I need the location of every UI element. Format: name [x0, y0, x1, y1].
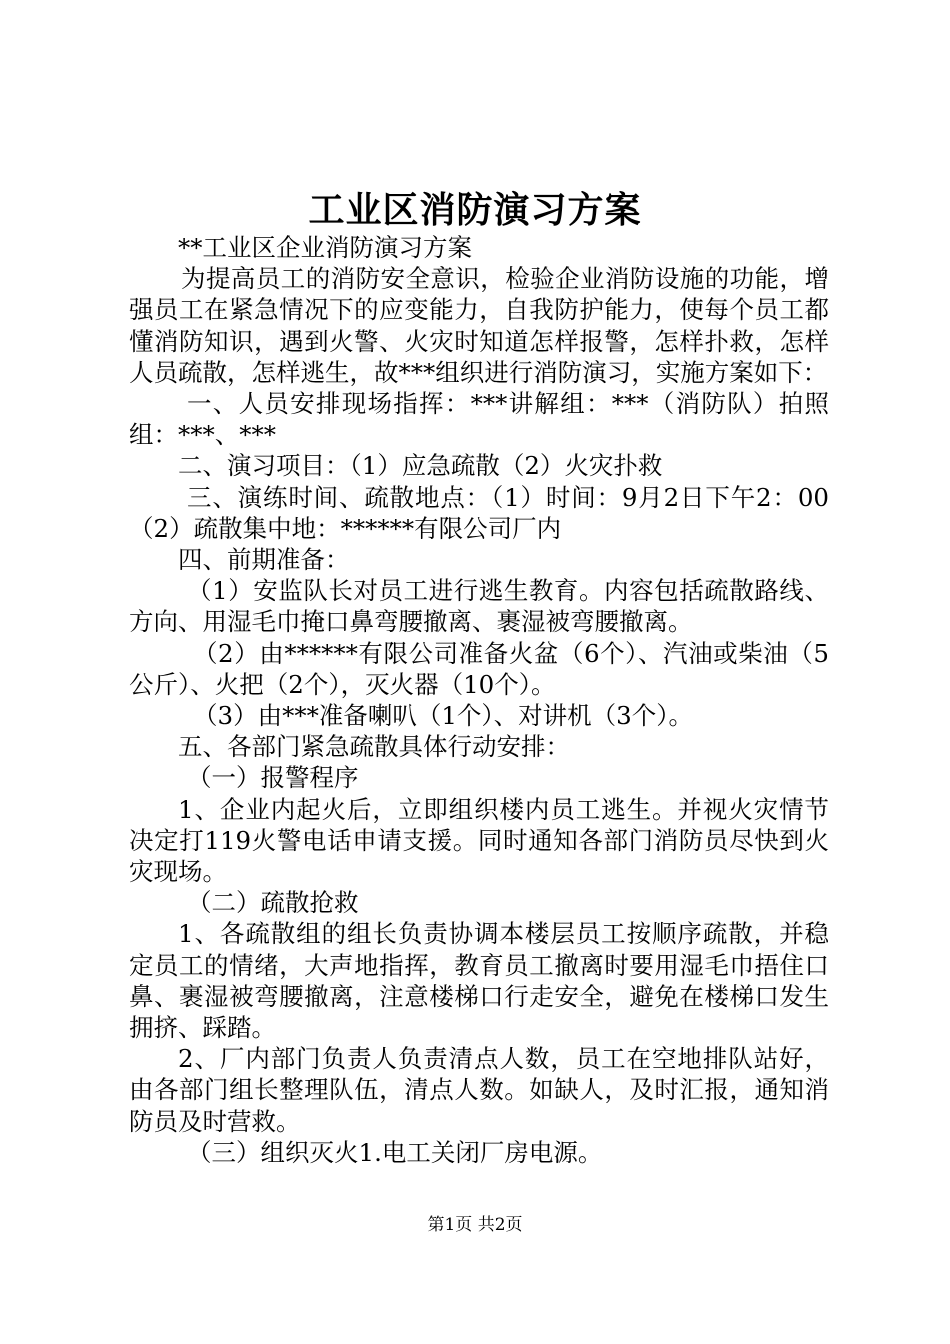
page-footer: 第1页 共2页	[427, 1215, 523, 1235]
paragraph-intro: 为提高员工的消防安全意识，检验企业消防设施的功能，增强员工在紧急情况下的应变能力，自我防护能力，使每个员工都懂消防知识，遇到火警、火灾时知道怎样报警，怎样扑救，怎样人员疏散，怎样逃生，故***组织进行消防演习，实施方案如下：	[129, 264, 829, 387]
paragraph-preparation-heading: 四、前期准备：	[178, 545, 350, 575]
paragraph-firefighting: （三）组织灭火1.电工关闭厂房电源。	[187, 1137, 603, 1167]
paragraph-alarm-heading: （一）报警程序	[187, 763, 359, 793]
paragraph-time-place: 三、演练时间、疏散地点：（1）时间：9月2日下午2：00（2）疏散集中地：******有限公司厂内	[129, 482, 829, 543]
paragraph-drill-items: 二、演习项目：（1）应急疏散（2）火灾扑救	[178, 451, 663, 481]
paragraph-subtitle: **工业区企业消防演习方案	[178, 233, 472, 262]
paragraph-staffing: 一、人员安排现场指挥：***讲解组：***（消防队）拍照组：***、***	[129, 389, 829, 450]
paragraph-rescue-2: 2、厂内部门负责人负责清点人数，员工在空地排队站好，由各部门组长整理队伍，清点人数。如缺人，及时汇报，通知消防员及时营救。	[129, 1044, 829, 1136]
paragraph-evacuation-heading: 五、各部门紧急疏散具体行动安排：	[178, 732, 570, 762]
document-body	[129, 232, 829, 1168]
paragraph-preparation-1: （1）安监队长对员工进行逃生教育。内容包括疏散路线、方向、用湿毛巾掩口鼻弯腰撤离、裹湿被弯腰撤离。	[129, 576, 829, 637]
paragraph-alarm-1: 1、企业内起火后，立即组织楼内员工逃生。并视火灾情节决定打119火警电话申请支援。同时通知各部门消防员尽快到火灾现场。	[129, 794, 829, 887]
paragraph-preparation-3: （3）由***准备喇叭（1个）、对讲机（3个）。	[193, 701, 694, 731]
paragraph-rescue-heading: （二）疏散抢救	[187, 888, 359, 918]
paragraph-preparation-2: （2）由******有限公司准备火盆（6个）、汽油或柴油（5公斤）、火把（2个），灭火器（10个）。	[129, 638, 829, 699]
document-title: 工业区消防演习方案	[308, 189, 642, 231]
paragraph-rescue-1: 1、各疏散组的组长负责协调本楼层员工按顺序疏散，并稳定员工的情绪，大声地指挥，教育员工撤离时要用湿毛巾捂住口鼻、裹湿被弯腰撤离，注意楼梯口行走安全，避免在楼梯口发生拥挤、踩踏。	[129, 919, 829, 1043]
